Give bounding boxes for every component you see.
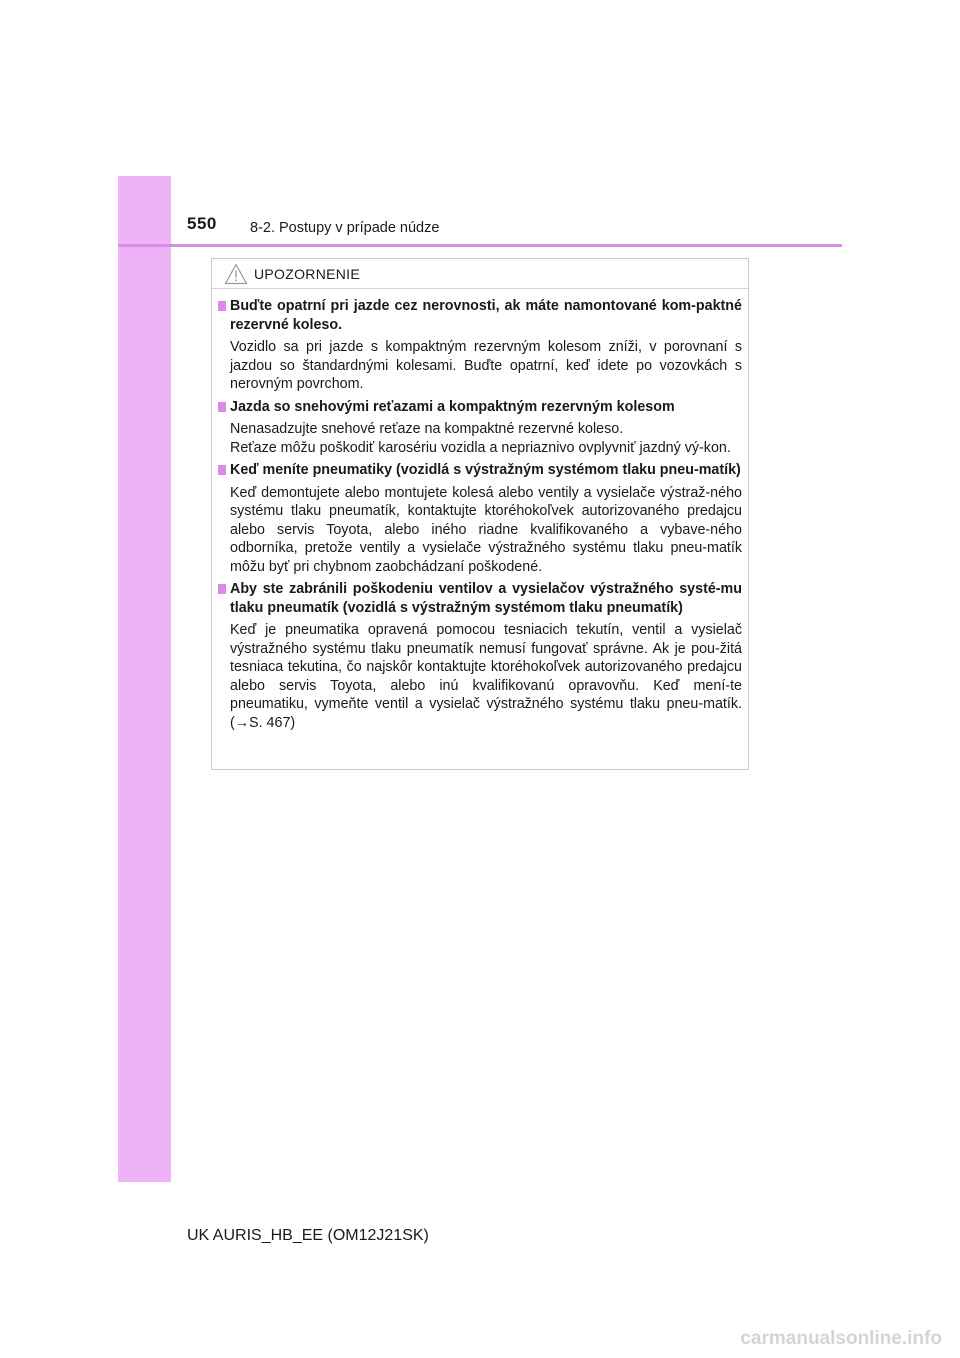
warning-item [218,398,742,458]
warning-header [224,259,360,289]
square-bullet-icon [218,584,226,594]
warning-triangle-icon [224,263,248,285]
warning-item-text: Keď je pneumatika opravená pomocou tesniacich tekutín, ventil a vysielač výstražného systému tlaku pneumatík nemusí fungovať správne. Ak je pou-žitá tesniaca tekutina, čo najskôr kontaktujte ktoréhokoľvek autorizovaného predajcu alebo servis Toyota, alebo inú kvalifikovanú opravovňu. Keď mení-te pneumatiku, vymeňte ventil a vysielač výstražného systému tlaku pneu-matík. (→S. 467) [230,622,742,731]
watermark: carmanualsonline.info [740,1328,942,1349]
warning-item-heading: Aby ste zabránili poškodeniu ventilov a vysielačov výstražného systé-mu tlaku pneumatík (vozidlá s výstražným systémom tlaku pneumatík) [230,581,742,616]
model-code: UK AURIS_HB_EE (OM12J21SK) [187,1227,429,1244]
page-number: 550 [187,214,217,233]
warning-box [211,258,749,770]
square-bullet-icon [218,465,226,475]
warning-item-text: Reťaze môžu poškodiť karosériu vozidla a nepriaznivo ovplyvniť jazdný vý-kon. [230,439,731,456]
section-side-bar [118,176,171,1182]
warning-item-heading: Keď meníte pneumatiky (vozidlá s výstražným systémom tlaku pneu-matík) [230,462,741,478]
square-bullet-icon [218,402,226,412]
warning-item [218,461,742,576]
warning-item-text: Keď demontujete alebo montujete kolesá alebo ventily a vysielače výstraž-ného systému tlaku pneumatík, kontaktujte ktoréhokoľvek autorizovaného predajcu alebo servis Toyota, alebo iného riadne kvalifikovaného a vybave-ného odborníka, pretože ventily a vysielače výstražného systému tlaku pneu-matík môžu byť pri chybnom zaobchádzaní poškodené. [230,484,742,575]
warning-item [218,297,742,394]
warning-title: UPOZORNENIE [254,266,360,282]
warning-item-heading: Jazda so snehovými reťazami a kompaktným rezervným kolesom [230,398,675,415]
warning-item-heading: Buďte opatrní pri jazde cez nerovnosti, ak máte namontované kom-paktné rezervné koleso. [230,298,742,333]
section-title: 8-2. Postupy v prípade núdze [250,220,440,236]
square-bullet-icon [218,301,226,311]
header-divider [118,244,842,247]
warning-body [218,297,742,736]
warning-divider [212,288,748,289]
warning-item [218,580,742,732]
warning-item-text: Vozidlo sa pri jazde s kompaktným rezervným kolesom zníži, v porovnaní s jazdou so štandardnými kolesami. Buďte opatrní, keď idete po vozovkách s nerovným povrchom. [230,339,742,392]
warning-item-text: Nenasadzujte snehové reťaze na kompaktné rezervné koleso. [230,421,624,437]
